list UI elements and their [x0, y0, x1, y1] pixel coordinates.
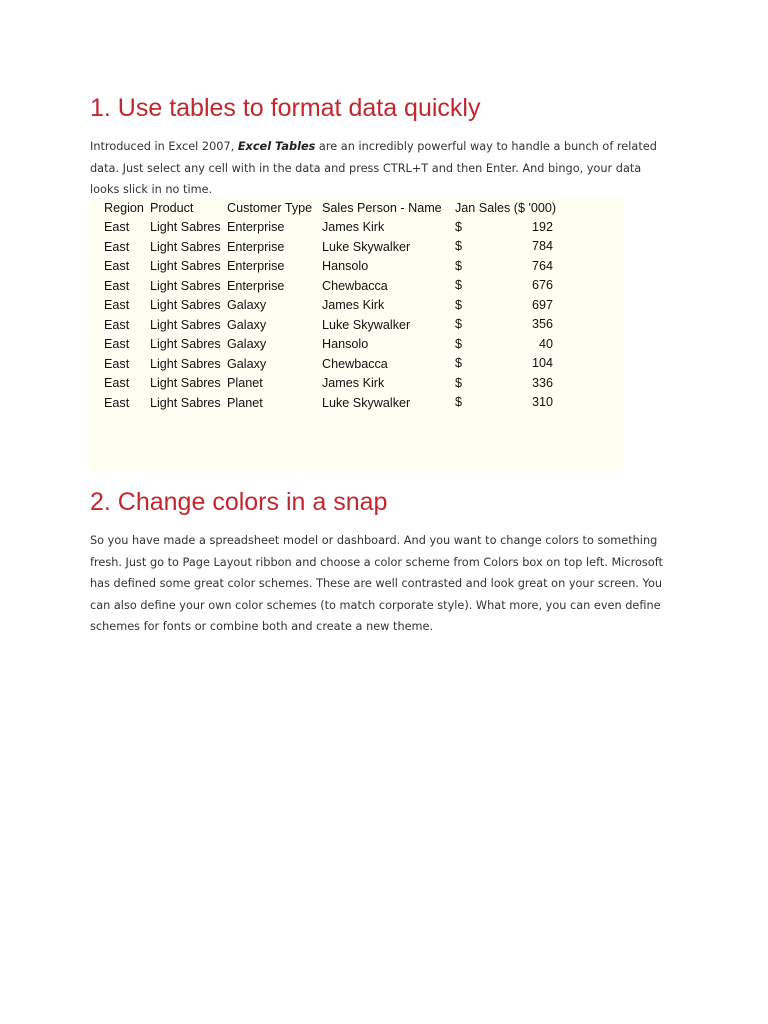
column-header-region: Region — [104, 200, 144, 215]
currency-symbol: $ — [455, 258, 463, 273]
currency-symbol: $ — [455, 317, 463, 331]
cell-sales-person: James Kirk — [322, 376, 385, 391]
cell-sales-person: Hansolo — [322, 259, 369, 274]
table-row — [90, 257, 560, 277]
table-row — [90, 218, 560, 238]
cell-region: East — [104, 337, 130, 352]
cell-sales-person: Luke Skywalker — [322, 395, 411, 410]
currency-symbol: $ — [455, 219, 463, 234]
cell-jan-sales — [455, 237, 560, 257]
table-row — [90, 393, 560, 413]
currency-symbol: $ — [455, 239, 463, 253]
table-row — [90, 237, 560, 257]
cell-product: Light Sabres — [150, 337, 221, 352]
table-row — [90, 374, 560, 394]
table-row — [90, 354, 560, 374]
column-header-jan-sales: Jan Sales ($ '000) — [455, 200, 557, 215]
sales-amount: 697 — [531, 297, 553, 312]
sales-amount: 192 — [531, 219, 553, 234]
cell-sales-person: James Kirk — [322, 220, 385, 235]
cell-product: Light Sabres — [150, 298, 221, 313]
cell-customer-type: Enterprise — [227, 259, 285, 274]
cell-sales-person: Hansolo — [322, 337, 369, 352]
cell-jan-sales — [455, 296, 560, 316]
cell-customer-type: Enterprise — [227, 239, 285, 254]
cell-customer-type: Galaxy — [227, 337, 267, 352]
section-1-intro — [90, 136, 668, 201]
table-body — [90, 218, 560, 413]
cell-customer-type: Galaxy — [227, 298, 267, 313]
currency-symbol: $ — [455, 336, 463, 351]
intro-text-start: Introduced in Excel 2007, — [90, 140, 238, 153]
table-row — [90, 276, 560, 296]
cell-jan-sales — [455, 257, 560, 277]
cell-region: East — [104, 356, 130, 371]
cell-product: Light Sabres — [150, 278, 221, 293]
cell-region: East — [104, 239, 130, 254]
cell-region: East — [104, 376, 130, 391]
cell-product: Light Sabres — [150, 239, 221, 254]
column-header-customer-type: Customer Type — [227, 200, 313, 215]
currency-symbol: $ — [455, 297, 463, 312]
sales-amount: 104 — [531, 356, 553, 370]
sales-amount: 356 — [531, 317, 553, 331]
currency-symbol: $ — [455, 395, 463, 409]
cell-customer-type: Galaxy — [227, 317, 267, 332]
cell-sales-person: Chewbacca — [322, 278, 388, 293]
cell-jan-sales — [455, 276, 560, 296]
cell-sales-person: Chewbacca — [322, 356, 388, 371]
intro-text-end: are an incredibly powerful way to handle a bunch of related data. Just select any cell with in the data and press CTRL+T and then Enter. And bingo, your data looks slick in no time. — [90, 140, 657, 196]
cell-customer-type: Enterprise — [227, 220, 285, 235]
column-header-sales-person: Sales Person - Name — [322, 200, 442, 215]
cell-region: East — [104, 298, 130, 313]
sales-amount: 40 — [538, 336, 553, 351]
section-2-heading: 2. Change colors in a snap — [90, 488, 388, 516]
currency-symbol: $ — [455, 375, 463, 390]
cell-product: Light Sabres — [150, 220, 221, 235]
column-header-product: Product — [150, 200, 194, 215]
cell-jan-sales — [455, 335, 560, 355]
cell-jan-sales — [455, 374, 560, 394]
cell-jan-sales — [455, 218, 560, 238]
sales-amount: 336 — [531, 375, 553, 390]
cell-sales-person: Luke Skywalker — [322, 239, 411, 254]
sales-amount: 676 — [531, 278, 553, 292]
cell-customer-type: Planet — [227, 395, 263, 410]
cell-region: East — [104, 317, 130, 332]
cell-customer-type: Enterprise — [227, 278, 285, 293]
sales-table — [90, 198, 560, 413]
section-2-body: So you have made a spreadsheet model or dashboard. And you want to change colors to something fresh. Just go to Page Layout ribbon and choose a color scheme from Colors box on top left. Microsoft has defined some great color schemes. These are well contrasted and look great on your screen. You can also define your own color schemes (to match corporate style). What more, you can even define schemes for fonts or combine both and create a new theme. — [90, 534, 663, 633]
table-row — [90, 296, 560, 316]
cell-jan-sales — [455, 393, 560, 413]
currency-symbol: $ — [455, 278, 463, 292]
cell-sales-person: Luke Skywalker — [322, 317, 411, 332]
sales-amount: 764 — [531, 258, 553, 273]
cell-region: East — [104, 220, 130, 235]
cell-product: Light Sabres — [150, 395, 221, 410]
cell-customer-type: Galaxy — [227, 356, 267, 371]
section-1-heading: 1. Use tables to format data quickly — [90, 94, 481, 122]
excel-tables-emphasis: Excel Tables — [237, 140, 316, 153]
cell-product: Light Sabres — [150, 356, 221, 371]
currency-symbol: $ — [455, 356, 463, 370]
cell-jan-sales — [455, 354, 560, 374]
cell-region: East — [104, 278, 130, 293]
excel-table-image — [90, 198, 623, 470]
cell-customer-type: Planet — [227, 376, 263, 391]
cell-product: Light Sabres — [150, 317, 221, 332]
table-row — [90, 315, 560, 335]
table-row — [90, 335, 560, 355]
cell-region: East — [104, 395, 130, 410]
table-header-row — [90, 198, 560, 218]
sales-amount: 784 — [531, 239, 553, 253]
cell-region: East — [104, 259, 130, 274]
cell-jan-sales — [455, 315, 560, 335]
cell-product: Light Sabres — [150, 376, 221, 391]
cell-product: Light Sabres — [150, 259, 221, 274]
cell-sales-person: James Kirk — [322, 298, 385, 313]
sales-amount: 310 — [531, 395, 553, 409]
